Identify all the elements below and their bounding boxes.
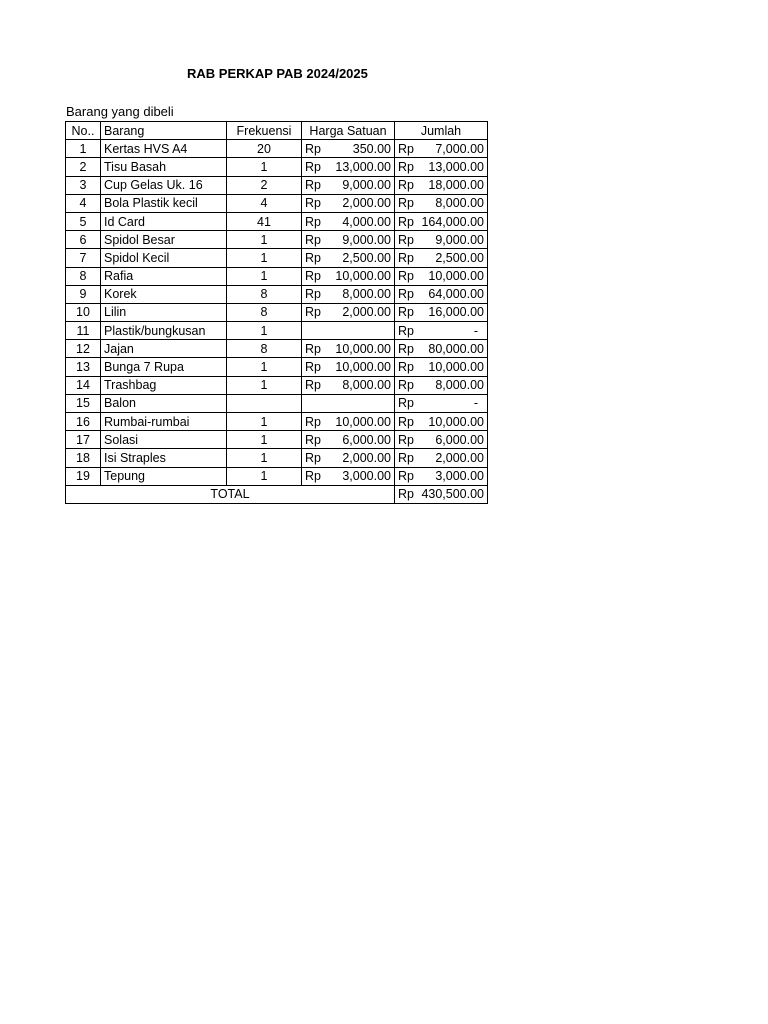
table-row (66, 231, 488, 249)
jumlah-currency: Rp (398, 432, 414, 447)
harga-amount: 13,000.00 (335, 159, 391, 174)
row-frekuensi: 1 (227, 231, 302, 249)
row-no: 16 (66, 413, 101, 431)
table-row (66, 303, 488, 321)
row-no: 17 (66, 431, 101, 449)
row-no: 6 (66, 231, 101, 249)
table-row (66, 449, 488, 467)
row-frekuensi: 1 (227, 431, 302, 449)
jumlah-amount: 16,000.00 (428, 305, 484, 320)
harga-currency: Rp (305, 341, 321, 356)
jumlah-amount: 18,000.00 (428, 178, 484, 193)
table-row (66, 176, 488, 194)
row-barang: Balon (101, 394, 227, 412)
jumlah-currency: Rp (398, 323, 414, 338)
row-no: 7 (66, 249, 101, 267)
harga-currency: Rp (305, 178, 321, 193)
row-jumlah (395, 285, 488, 303)
row-frekuensi: 1 (227, 322, 302, 340)
row-no: 19 (66, 467, 101, 485)
table-row (66, 322, 488, 340)
jumlah-amount: 2,500.00 (435, 250, 484, 265)
table-header-row (66, 122, 488, 140)
row-frekuensi: 1 (227, 249, 302, 267)
row-barang: Rumbai-rumbai (101, 413, 227, 431)
harga-amount: 2,500.00 (342, 250, 391, 265)
jumlah-amount: 10,000.00 (428, 269, 484, 284)
row-harga-satuan (302, 322, 395, 340)
header-jumlah: Jumlah (395, 122, 488, 140)
harga-currency: Rp (305, 196, 321, 211)
harga-currency: Rp (305, 414, 321, 429)
row-harga-satuan (302, 212, 395, 230)
row-jumlah (395, 376, 488, 394)
row-harga-satuan (302, 267, 395, 285)
row-jumlah (395, 303, 488, 321)
table-caption: Barang yang dibeli (66, 104, 174, 119)
harga-amount: 2,000.00 (342, 450, 391, 465)
jumlah-amount: - (473, 396, 478, 411)
row-frekuensi: 2 (227, 176, 302, 194)
table-row (66, 358, 488, 376)
table-row (66, 413, 488, 431)
row-jumlah (395, 158, 488, 176)
row-harga-satuan (302, 176, 395, 194)
header-frekuensi: Frekuensi (227, 122, 302, 140)
row-frekuensi: 1 (227, 267, 302, 285)
row-jumlah (395, 140, 488, 158)
jumlah-amount: 8,000.00 (435, 196, 484, 211)
harga-currency: Rp (305, 469, 321, 484)
table-row (66, 285, 488, 303)
row-jumlah (395, 449, 488, 467)
row-barang: Spidol Besar (101, 231, 227, 249)
row-jumlah (395, 413, 488, 431)
row-barang: Solasi (101, 431, 227, 449)
row-frekuensi: 1 (227, 413, 302, 431)
row-jumlah (395, 340, 488, 358)
header-harga-satuan: Harga Satuan (302, 122, 395, 140)
row-barang: Trashbag (101, 376, 227, 394)
row-frekuensi: 41 (227, 212, 302, 230)
jumlah-currency: Rp (398, 232, 414, 247)
row-barang: Tisu Basah (101, 158, 227, 176)
row-frekuensi: 1 (227, 376, 302, 394)
row-jumlah (395, 322, 488, 340)
harga-amount: 2,000.00 (342, 305, 391, 320)
row-frekuensi: 4 (227, 194, 302, 212)
harga-amount: 4,000.00 (342, 214, 391, 229)
jumlah-amount: 13,000.00 (428, 159, 484, 174)
harga-currency: Rp (305, 269, 321, 284)
row-no: 2 (66, 158, 101, 176)
row-no: 3 (66, 176, 101, 194)
row-frekuensi: 8 (227, 285, 302, 303)
table-body (66, 140, 488, 486)
row-jumlah (395, 394, 488, 412)
row-no: 4 (66, 194, 101, 212)
row-harga-satuan (302, 158, 395, 176)
row-harga-satuan (302, 249, 395, 267)
jumlah-amount: 64,000.00 (428, 287, 484, 302)
harga-currency: Rp (305, 450, 321, 465)
total-value-cell (395, 485, 488, 503)
table-row (66, 267, 488, 285)
row-harga-satuan (302, 376, 395, 394)
harga-amount: 3,000.00 (342, 469, 391, 484)
row-frekuensi: 1 (227, 449, 302, 467)
harga-currency: Rp (305, 159, 321, 174)
row-no: 13 (66, 358, 101, 376)
jumlah-currency: Rp (398, 414, 414, 429)
jumlah-currency: Rp (398, 178, 414, 193)
jumlah-currency: Rp (398, 378, 414, 393)
harga-amount: 9,000.00 (342, 178, 391, 193)
jumlah-currency: Rp (398, 287, 414, 302)
row-harga-satuan (302, 303, 395, 321)
harga-currency: Rp (305, 232, 321, 247)
row-jumlah (395, 176, 488, 194)
harga-amount: 350.00 (352, 141, 391, 156)
row-harga-satuan (302, 358, 395, 376)
row-harga-satuan (302, 467, 395, 485)
row-jumlah (395, 467, 488, 485)
row-no: 14 (66, 376, 101, 394)
table-row (66, 467, 488, 485)
page-title: RAB PERKAP PAB 2024/2025 (187, 66, 368, 81)
jumlah-currency: Rp (398, 250, 414, 265)
row-barang: Rafia (101, 267, 227, 285)
harga-amount: 10,000.00 (335, 269, 391, 284)
harga-currency: Rp (305, 305, 321, 320)
harga-currency: Rp (305, 250, 321, 265)
jumlah-amount: 6,000.00 (435, 432, 484, 447)
table-row (66, 194, 488, 212)
row-harga-satuan (302, 231, 395, 249)
jumlah-currency: Rp (398, 269, 414, 284)
row-harga-satuan (302, 285, 395, 303)
row-jumlah (395, 358, 488, 376)
row-barang: Cup Gelas Uk. 16 (101, 176, 227, 194)
budget-table (65, 121, 488, 504)
jumlah-amount: 2,000.00 (435, 450, 484, 465)
jumlah-amount: 10,000.00 (428, 414, 484, 429)
harga-currency: Rp (305, 214, 321, 229)
row-jumlah (395, 231, 488, 249)
row-frekuensi: 1 (227, 358, 302, 376)
row-frekuensi: 20 (227, 140, 302, 158)
table-row (66, 158, 488, 176)
row-frekuensi: 1 (227, 467, 302, 485)
row-frekuensi: 1 (227, 158, 302, 176)
row-no: 1 (66, 140, 101, 158)
row-barang: Lilin (101, 303, 227, 321)
jumlah-currency: Rp (398, 141, 414, 156)
harga-amount: 9,000.00 (342, 232, 391, 247)
harga-amount: 8,000.00 (342, 378, 391, 393)
row-harga-satuan (302, 194, 395, 212)
jumlah-currency: Rp (398, 305, 414, 320)
harga-amount: 10,000.00 (335, 341, 391, 356)
total-row (66, 485, 488, 503)
row-frekuensi: 8 (227, 340, 302, 358)
row-no: 18 (66, 449, 101, 467)
table-row (66, 340, 488, 358)
header-no: No.. (66, 122, 101, 140)
row-jumlah (395, 212, 488, 230)
row-harga-satuan (302, 431, 395, 449)
row-barang: Plastik/bungkusan (101, 322, 227, 340)
row-no: 11 (66, 322, 101, 340)
jumlah-amount: - (473, 323, 478, 338)
row-barang: Tepung (101, 467, 227, 485)
row-harga-satuan (302, 413, 395, 431)
row-no: 10 (66, 303, 101, 321)
jumlah-currency: Rp (398, 469, 414, 484)
row-barang: Kertas HVS A4 (101, 140, 227, 158)
row-no: 9 (66, 285, 101, 303)
harga-currency: Rp (305, 360, 321, 375)
jumlah-currency: Rp (398, 450, 414, 465)
row-barang: Bunga 7 Rupa (101, 358, 227, 376)
table-row (66, 212, 488, 230)
harga-currency: Rp (305, 287, 321, 302)
total-value: 430,500.00 (421, 487, 484, 502)
jumlah-currency: Rp (398, 341, 414, 356)
row-jumlah (395, 267, 488, 285)
row-no: 5 (66, 212, 101, 230)
jumlah-amount: 7,000.00 (435, 141, 484, 156)
row-jumlah (395, 249, 488, 267)
harga-currency: Rp (305, 432, 321, 447)
row-barang: Spidol Kecil (101, 249, 227, 267)
row-harga-satuan (302, 394, 395, 412)
jumlah-amount: 80,000.00 (428, 341, 484, 356)
table-row (66, 376, 488, 394)
harga-amount: 10,000.00 (335, 360, 391, 375)
row-barang: Id Card (101, 212, 227, 230)
jumlah-currency: Rp (398, 196, 414, 211)
jumlah-amount: 9,000.00 (435, 232, 484, 247)
row-jumlah (395, 431, 488, 449)
row-barang: Isi Straples (101, 449, 227, 467)
row-no: 12 (66, 340, 101, 358)
total-currency: Rp (398, 487, 414, 502)
header-barang: Barang (101, 122, 227, 140)
row-barang: Korek (101, 285, 227, 303)
total-label: TOTAL (66, 485, 395, 503)
row-frekuensi: 8 (227, 303, 302, 321)
jumlah-amount: 164,000.00 (421, 214, 484, 229)
row-barang: Jajan (101, 340, 227, 358)
row-harga-satuan (302, 449, 395, 467)
jumlah-amount: 10,000.00 (428, 360, 484, 375)
row-harga-satuan (302, 140, 395, 158)
jumlah-amount: 8,000.00 (435, 378, 484, 393)
row-barang: Bola Plastik kecil (101, 194, 227, 212)
harga-amount: 8,000.00 (342, 287, 391, 302)
harga-amount: 10,000.00 (335, 414, 391, 429)
table-row (66, 249, 488, 267)
row-no: 15 (66, 394, 101, 412)
jumlah-amount: 3,000.00 (435, 469, 484, 484)
jumlah-currency: Rp (398, 360, 414, 375)
jumlah-currency: Rp (398, 396, 414, 411)
row-frekuensi (227, 394, 302, 412)
table-row (66, 140, 488, 158)
jumlah-currency: Rp (398, 214, 414, 229)
row-no: 8 (66, 267, 101, 285)
harga-amount: 2,000.00 (342, 196, 391, 211)
jumlah-currency: Rp (398, 159, 414, 174)
row-jumlah (395, 194, 488, 212)
harga-amount: 6,000.00 (342, 432, 391, 447)
harga-currency: Rp (305, 141, 321, 156)
row-harga-satuan (302, 340, 395, 358)
table-row (66, 394, 488, 412)
harga-currency: Rp (305, 378, 321, 393)
table-row (66, 431, 488, 449)
